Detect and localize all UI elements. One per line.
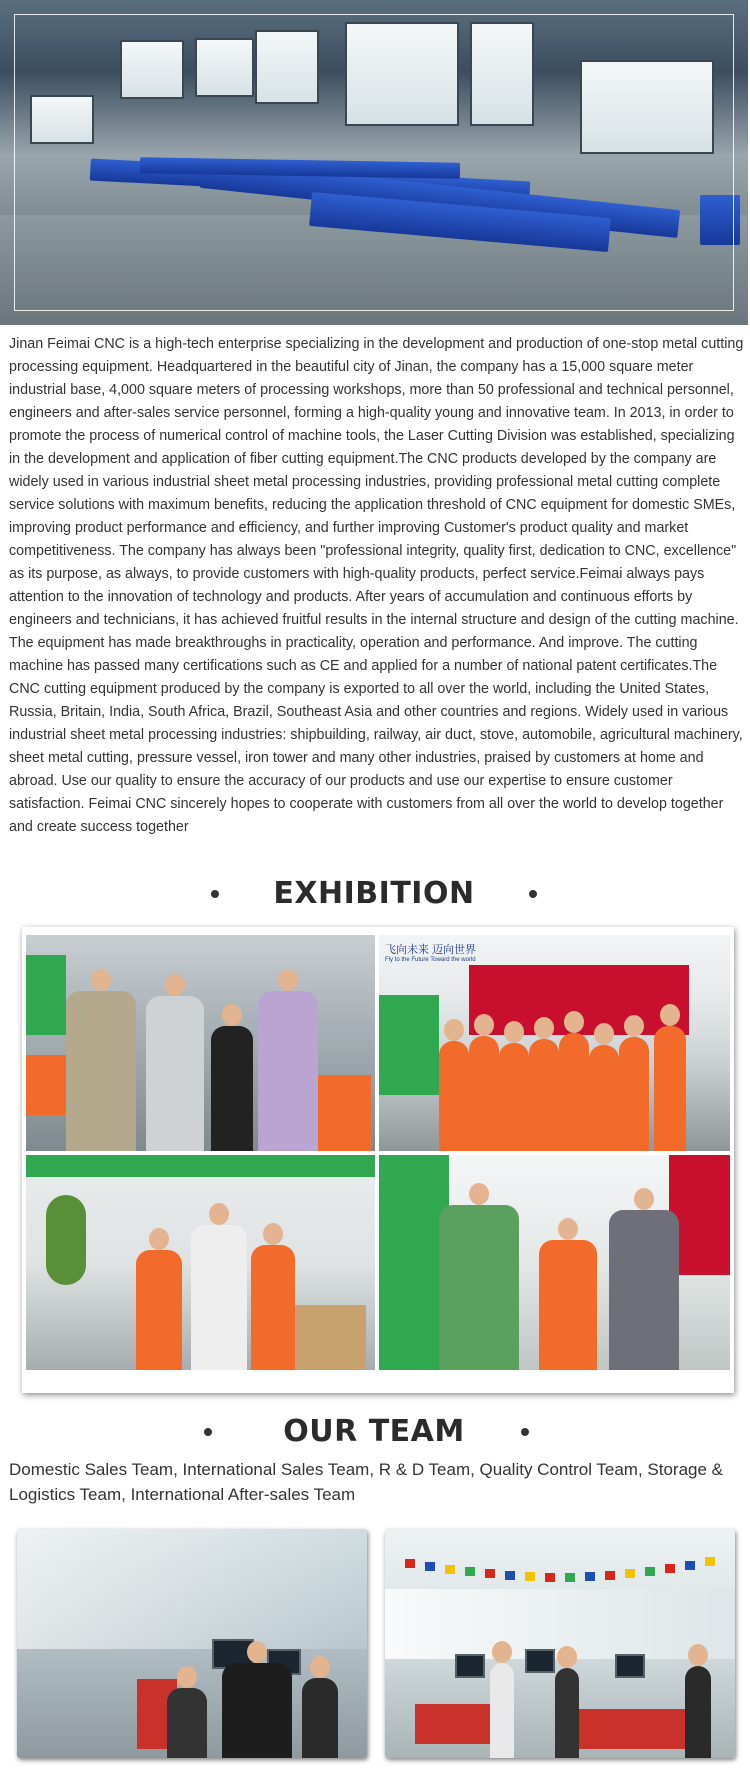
exhibition-photo-3	[26, 1155, 375, 1370]
bullet-dot	[211, 890, 219, 898]
team-heading	[0, 1410, 748, 1454]
team-photo-office	[17, 1529, 367, 1758]
booth-banner-en: Fly to the Future Toward the world	[385, 957, 476, 963]
bullet-dot	[521, 1428, 529, 1436]
exhibition-photo-4	[379, 1155, 730, 1370]
bullet-dot	[204, 1428, 212, 1436]
booth-banner-cn: 飞向未来 迈向世界	[385, 944, 477, 956]
team-description: Domestic Sales Team, International Sales Team, R & D Team, Quality Control Team, Storage & Logistics Team, International After-sales Team	[9, 1460, 724, 1504]
bullet-dot	[529, 890, 537, 898]
team-title: OUR TEAM	[283, 1414, 465, 1449]
exhibition-photo-1	[26, 935, 375, 1151]
exhibition-photo-2	[379, 935, 730, 1151]
company-intro-text: Jinan Feimai CNC is a high-tech enterprise specializing in the development and production of one-stop metal cutting processing equipment. Headquartered in the beautiful city of Jinan, the company has a 15,000 square meter industrial base, 4,000 square meters of processing workshops, more than 50 professional and technical personnel, engineers and after-sales service personnel, forming a high-quality young and innovative team. In 2013, in order to promote the process of numerical control of machine tools, the Laser Cutting Division was established, specializing in the development and application of fiber cutting equipment.The CNC products developed by the company are widely used in various industrial sheet metal processing industries, providing professional metal cutting complete service solutions with maximum benefits, reducing the application threshold of CNC equipment for domestic SMEs, improving product performance and efficiency, and further improving Customer's product quality and market competitiveness. The company has always been "professional integrity, quality first, dedication to CNC, excellence" as its purpose, as always, to provide customers with high-quality products, perfect service.Feimai always pays attention to the innovation of technology and products. After years of accumulation and continuous efforts by engineers and technicians, it has achieved fruitful results in the internal structure and design of the cutting machine. The equipment has made breakthroughs in practicality, operation and performance. And improve. The cutting machine has passed many certifications such as CE and applied for a number of national patent certificates.The CNC cutting equipment produced by the company is exported to all over the world, including the United States, Russia, Britain, India, South Africa, Brazil, Southeast Asia and other countries and regions. Widely used in various industrial sheet metal processing industries: shipbuilding, railway, air duct, stove, automobile, agricultural machinery, sheet metal cutting, pressure vessel, iron tower and many other industries, praised by customers at home and abroad. Use our quality to ensure the accuracy of our products and use our expertise to ensure customer satisfaction. Feimai CNC sincerely hopes to cooperate with customers from all over the world to develop together and create success together	[9, 336, 744, 835]
exhibition-heading	[0, 872, 748, 916]
hero-factory-photo	[0, 0, 748, 325]
team-photo-workroom	[385, 1529, 735, 1758]
exhibition-gallery	[22, 927, 734, 1393]
exhibition-title: EXHIBITION	[273, 876, 475, 911]
